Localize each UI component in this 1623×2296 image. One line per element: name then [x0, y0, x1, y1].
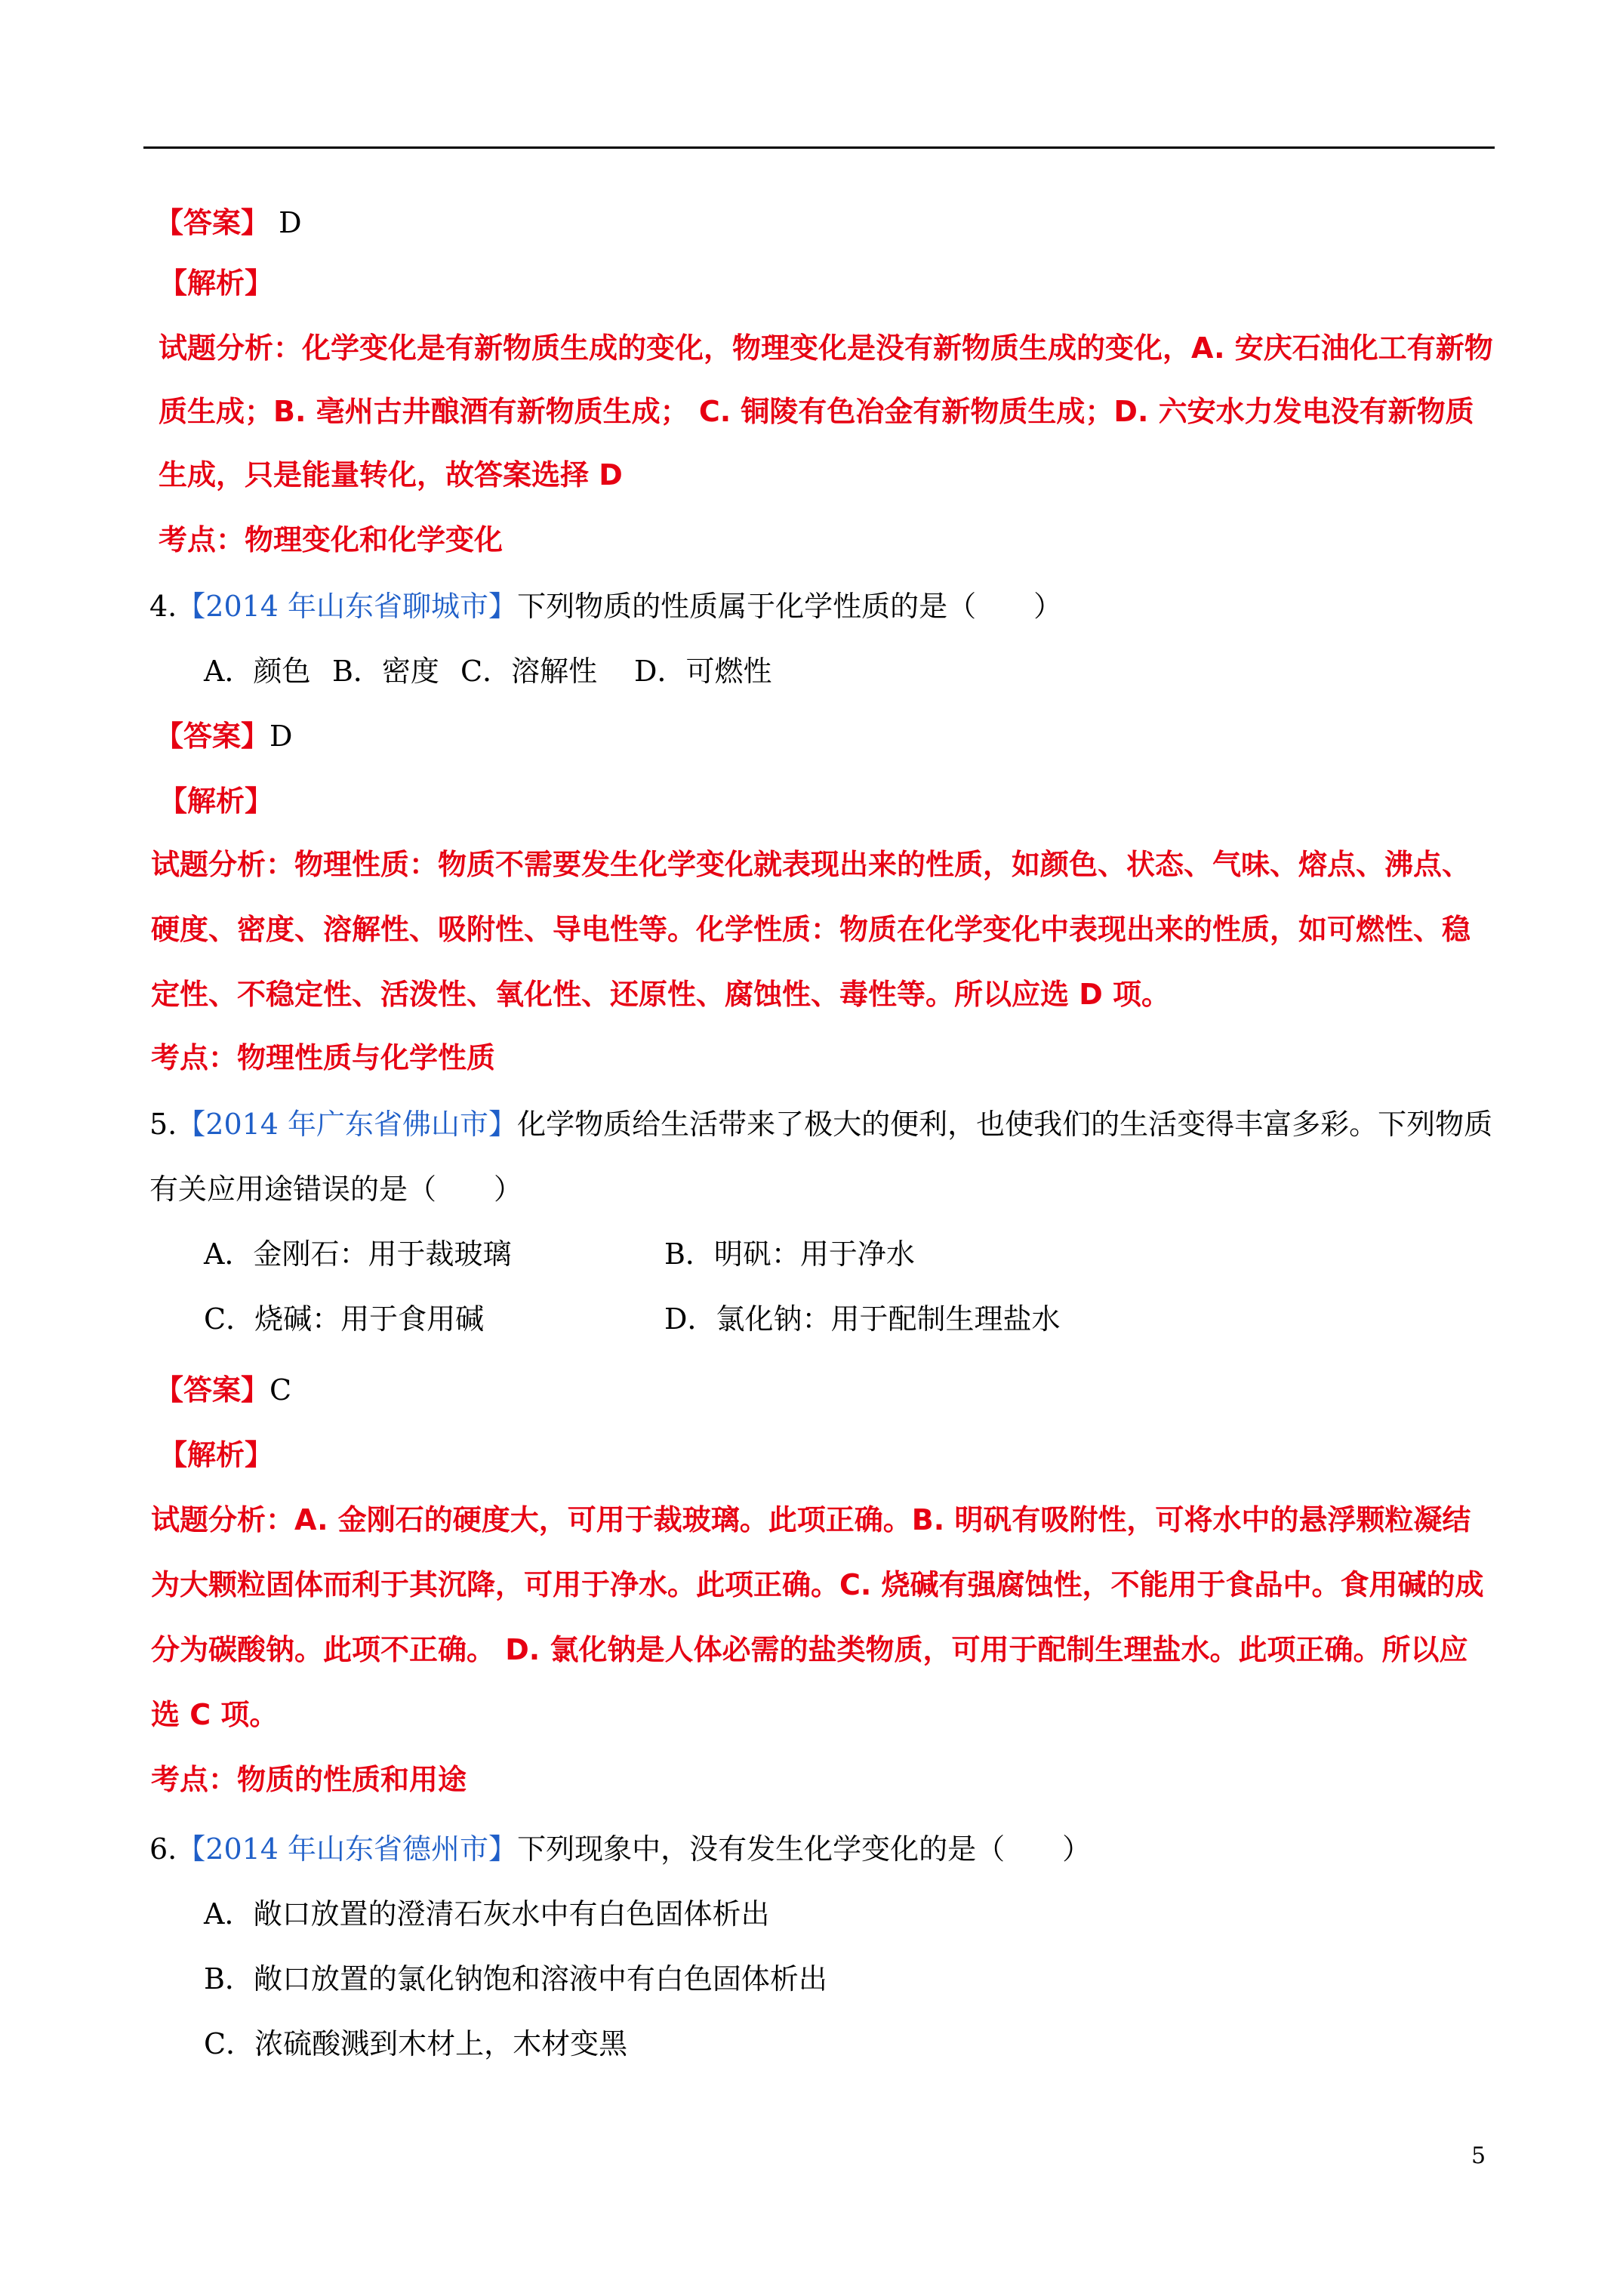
answer-label: 【答案】 — [155, 206, 270, 239]
question-text: 化学物质给生活带来了极大的便利，也使我们的生活变得丰富多彩。下列物质 — [517, 1108, 1493, 1141]
answer-value: D — [269, 206, 302, 239]
kaodian: 考点：物质的性质和用途 — [151, 1763, 467, 1796]
analysis-line: 生成，只是能量转化，故答案选择 D — [159, 458, 623, 492]
question-text: 下列现象中，没有发生化学变化的是（ ） — [517, 1832, 1092, 1866]
kaodian: 考点：物理变化和化学变化 — [159, 523, 504, 556]
question-source: 【2014 年山东省聊城市】 — [177, 590, 518, 623]
analysis-line: 质生成；B. 亳州古井酿酒有新物质生成； C. 铜陵有色冶金有新物质生成；D. 六安水力发电没有新物质 — [159, 395, 1474, 428]
question-6-stem — [149, 1832, 1091, 1866]
question-number: 4. — [149, 590, 177, 623]
q3-answer-line — [155, 205, 302, 240]
analysis-line: 硬度、密度、溶解性、吸附性、导电性等。化学性质：物质在化学变化中表现出来的性质，如可燃性、稳 — [151, 913, 1471, 946]
analysis-line: 定性、不稳定性、活泼性、氧化性、还原性、腐蚀性、毒性等。所以应选 D 项。 — [151, 978, 1171, 1011]
analysis-line: 试题分析：化学变化是有新物质生成的变化，物理变化是没有新物质生成的变化，A. 安庆石油化工有新物 — [159, 331, 1493, 365]
question-text: 下列物质的性质属于化学性质的是（ ） — [517, 590, 1063, 623]
option-c: C．浓硫酸溅到木材上，木材变黑 — [204, 2027, 628, 2060]
analysis-label: 【解析】 — [159, 1438, 274, 1472]
question-5-stem — [149, 1107, 1492, 1142]
analysis-label: 【解析】 — [159, 267, 274, 300]
question-number: 6. — [149, 1832, 177, 1866]
answer-value: C — [269, 1373, 292, 1407]
option-d: D．可燃性 — [634, 655, 772, 688]
question-source: 【2014 年广东省佛山市】 — [177, 1108, 518, 1141]
option-a: A．敞口放置的澄清石灰水中有白色固体析出 — [204, 1897, 770, 1931]
option-a: A．颜色 — [204, 655, 311, 688]
analysis-line: 试题分析：A. 金刚石的硬度大，可用于裁玻璃。此项正确。B. 明矾有吸附性，可将水中的悬浮颗粒凝结 — [151, 1503, 1471, 1536]
page-number: 5 — [1471, 2143, 1486, 2169]
option-b: B．密度 — [332, 655, 439, 688]
analysis-line: 试题分析：物理性质：物质不需要发生化学变化就表现出来的性质，如颜色、状态、气味、熔点、沸点、 — [151, 848, 1471, 881]
analysis-line: 分为碳酸钠。此项不正确。 D. 氯化钠是人体必需的盐类物质，可用于配制生理盐水。此项正确。所以应 — [151, 1633, 1468, 1666]
header-rule — [143, 146, 1495, 149]
answer-label: 【答案】 — [155, 1373, 270, 1407]
option-a: A．金刚石：用于裁玻璃 — [204, 1237, 512, 1271]
analysis-line: 选 C 项。 — [151, 1698, 279, 1731]
question-source: 【2014 年山东省德州市】 — [177, 1832, 518, 1866]
q4-answer-line — [155, 719, 292, 754]
answer-label: 【答案】 — [155, 720, 270, 753]
option-b: B．明矾：用于净水 — [664, 1237, 915, 1271]
analysis-label: 【解析】 — [159, 784, 274, 818]
question-text: 有关应用途错误的是（ ） — [149, 1173, 523, 1206]
q5-answer-line — [155, 1373, 291, 1407]
analysis-line: 为大颗粒固体而利于其沉降，可用于净水。此项正确。C. 烧碱有强腐蚀性，不能用于食品中。食用碱的成 — [151, 1568, 1484, 1601]
option-b: B．敞口放置的氯化钠饱和溶液中有白色固体析出 — [204, 1962, 827, 1996]
option-c: C．烧碱：用于食用碱 — [204, 1302, 485, 1336]
question-number: 5. — [149, 1108, 177, 1141]
answer-value: D — [269, 720, 293, 753]
question-4-stem — [149, 589, 1062, 624]
option-d: D．氯化钠：用于配制生理盐水 — [664, 1302, 1061, 1336]
option-c: C．溶解性 — [460, 655, 598, 688]
kaodian: 考点：物理性质与化学性质 — [151, 1041, 496, 1074]
